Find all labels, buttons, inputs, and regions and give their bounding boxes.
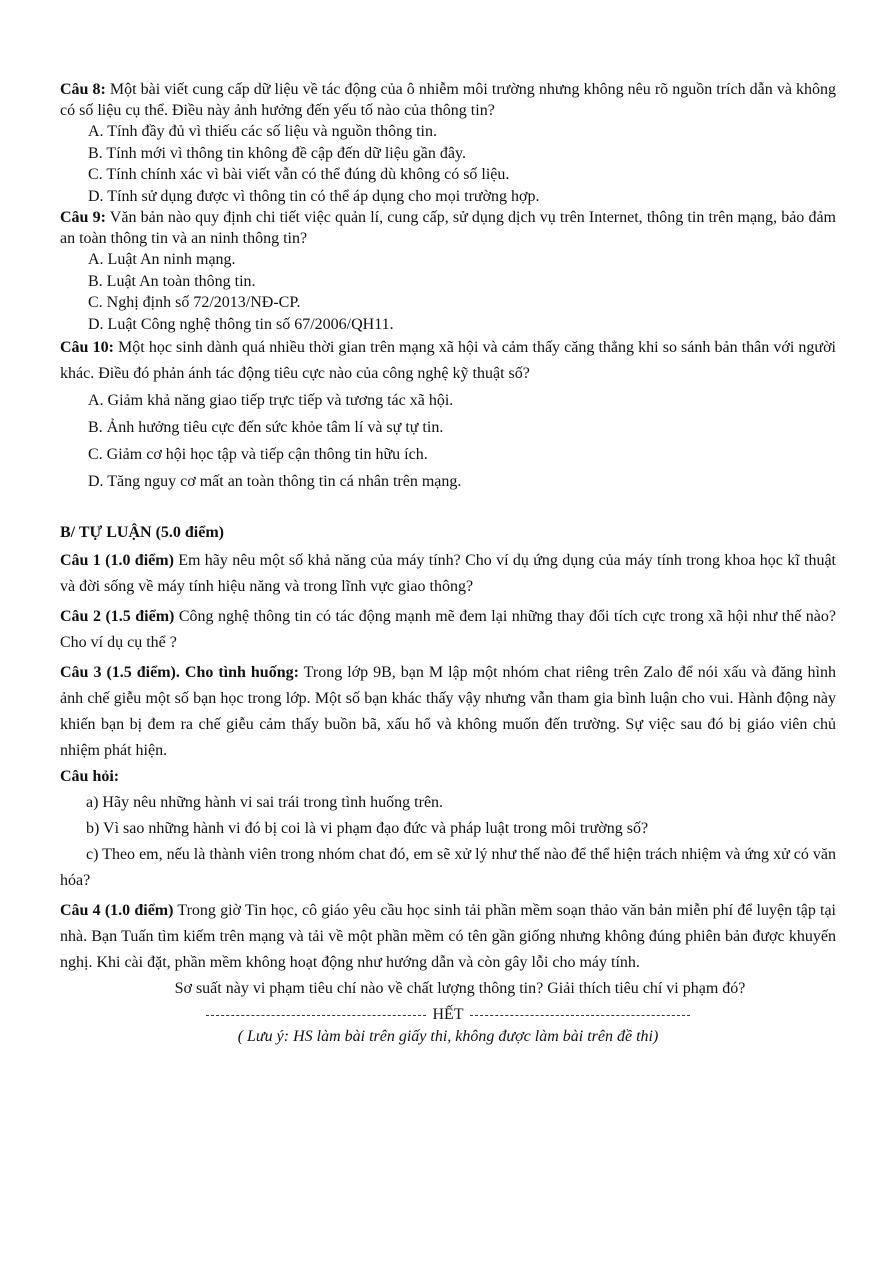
question-10 — [60, 335, 836, 495]
essay-question-3-part-b: b) Vì sao những hành vi đó bị coi là vi phạm đạo đức và pháp luật trong môi trường số? — [86, 820, 649, 837]
essay-question-3 — [60, 660, 836, 764]
essay-question-1-label: Câu 1 (1.0 điểm) — [60, 552, 174, 569]
question-9-text: Văn bản nào quy định chi tiết việc quản lí, cung cấp, sử dụng dịch vụ trên Internet, thông tin trên mạng, bảo đảm an toàn thông tin và an ninh thông tin? — [60, 209, 837, 247]
question-10-option-a: A. Giảm khả năng giao tiếp trực tiếp và tương tác xã hội. — [88, 392, 454, 409]
question-10-option-c: C. Giảm cơ hội học tập và tiếp cận thông tin hữu ích. — [88, 446, 428, 463]
question-8-option-b: B. Tính mới vì thông tin không đề cập đến dữ liệu gần đây. — [88, 144, 466, 162]
essay-question-1-text: Em hãy nêu một số khả năng của máy tính? Cho ví dụ ứng dụng của máy tính trong khoa học kĩ thuật và đời sống về máy tính hiệu năng và trong lĩnh vực giao thông? — [60, 552, 837, 595]
exam-page — [60, 79, 836, 1048]
question-8-option-c: C. Tính chính xác vì bài viết vẫn có thể đúng dù không có số liệu. — [88, 166, 510, 183]
question-9-label: Câu 9: — [60, 209, 106, 226]
question-9 — [60, 207, 836, 335]
question-10-label: Câu 10: — [60, 339, 114, 356]
essay-question-2 — [60, 604, 836, 656]
divider-right — [470, 1015, 690, 1016]
question-10-text: Một học sinh dành quá nhiều thời gian trên mạng xã hội và cảm thấy căng thẳng khi so sánh bản thân với người khác. Điều đó phản ánh tác động tiêu cực nào của công nghệ kỹ thuật số? — [60, 339, 836, 382]
question-9-option-c: C. Nghị định số 72/2013/NĐ-CP. — [88, 294, 301, 311]
section-b-heading: B/ TỰ LUẬN (5.0 điểm) — [60, 524, 224, 541]
essay-question-3-label: Câu 3 (1.5 điểm). Cho tình huống: — [60, 664, 299, 681]
essay-question-4-text: Trong giờ Tin học, cô giáo yêu cầu học sinh tải phần mềm soạn thảo văn bản miễn phí để luyện tập tại nhà. Bạn Tuấn tìm kiếm trên mạng và tải về một phần mềm có tên gần giống nhưng không đúng phiên bản được khuyến nghị. Khi cài đặt, phần mềm không hoạt động như hướng dẫn và còn gây lỗi cho máy tính. — [60, 902, 837, 971]
essay-question-4 — [60, 898, 836, 976]
essay-question-4-label: Câu 4 (1.0 điểm) — [60, 902, 174, 919]
essay-question-1 — [60, 548, 836, 600]
essay-question-3-questions-label: Câu hỏi: — [60, 768, 120, 785]
essay-question-3-part-c: c) Theo em, nếu là thành viên trong nhóm chat đó, em sẽ xử lý như thế nào để thể hiện trách nhiệm và ứng xử có văn hóa? — [60, 846, 836, 889]
question-8-label: Câu 8: — [60, 81, 106, 98]
divider-left — [206, 1015, 426, 1016]
exam-note: ( Lưu ý: HS làm bài trên giấy thi, không được làm bài trên đề thi) — [237, 1028, 659, 1045]
question-10-option-d: D. Tăng nguy cơ mất an toàn thông tin cá nhân trên mạng. — [88, 473, 462, 490]
question-8-option-a: A. Tính đầy đủ vì thiếu các số liệu và nguồn thông tin. — [88, 123, 437, 140]
question-10-option-b: B. Ảnh hưởng tiêu cực đến sức khỏe tâm lí và sự tự tin. — [88, 419, 444, 436]
end-marker — [60, 1004, 836, 1026]
end-label: HẾT — [432, 1006, 464, 1023]
essay-question-2-text: Công nghệ thông tin có tác động mạnh mẽ đem lại những thay đổi tích cực trong xã hội như thế nào? Cho ví dụ cụ thể ? — [60, 608, 837, 651]
essay-question-3-text: Trong lớp 9B, bạn M lập một nhóm chat riêng trên Zalo để nói xấu và đăng hình ảnh chế giễu một số bạn học trong lớp. Một số bạn khác thấy vậy nhưng vẫn tham gia bình luận cho vui. Hành động này khiến bạn bị đem ra chế giễu cảm thấy buồn bã, xấu hổ và không muốn đến trường. Sự việc sau đó bị giáo viên chủ nhiệm phát hiện. — [60, 664, 836, 759]
question-8-option-d: D. Tính sử dụng được vì thông tin có thể áp dụng cho mọi trường hợp. — [88, 187, 540, 205]
essay-question-3-part-a: a) Hãy nêu những hành vi sai trái trong tình huống trên. — [86, 794, 444, 811]
question-8 — [60, 79, 836, 207]
question-9-option-a: A. Luật An ninh mạng. — [88, 251, 236, 268]
question-9-option-d: D. Luật Công nghệ thông tin số 67/2006/QH11. — [88, 315, 394, 333]
question-8-text: Một bài viết cung cấp dữ liệu về tác động của ô nhiễm môi trường nhưng không nêu rõ nguồn trích dẫn và không có số liệu cụ thể. Điều này ảnh hưởng đến yếu tố nào của thông tin? — [60, 81, 837, 119]
essay-question-2-label: Câu 2 (1.5 điểm) — [60, 608, 175, 625]
question-9-option-b: B. Luật An toàn thông tin. — [88, 272, 256, 290]
essay-question-4-question: Sơ suất này vi phạm tiêu chí nào về chất lượng thông tin? Giải thích tiêu chí vi phạm đó? — [174, 980, 746, 997]
